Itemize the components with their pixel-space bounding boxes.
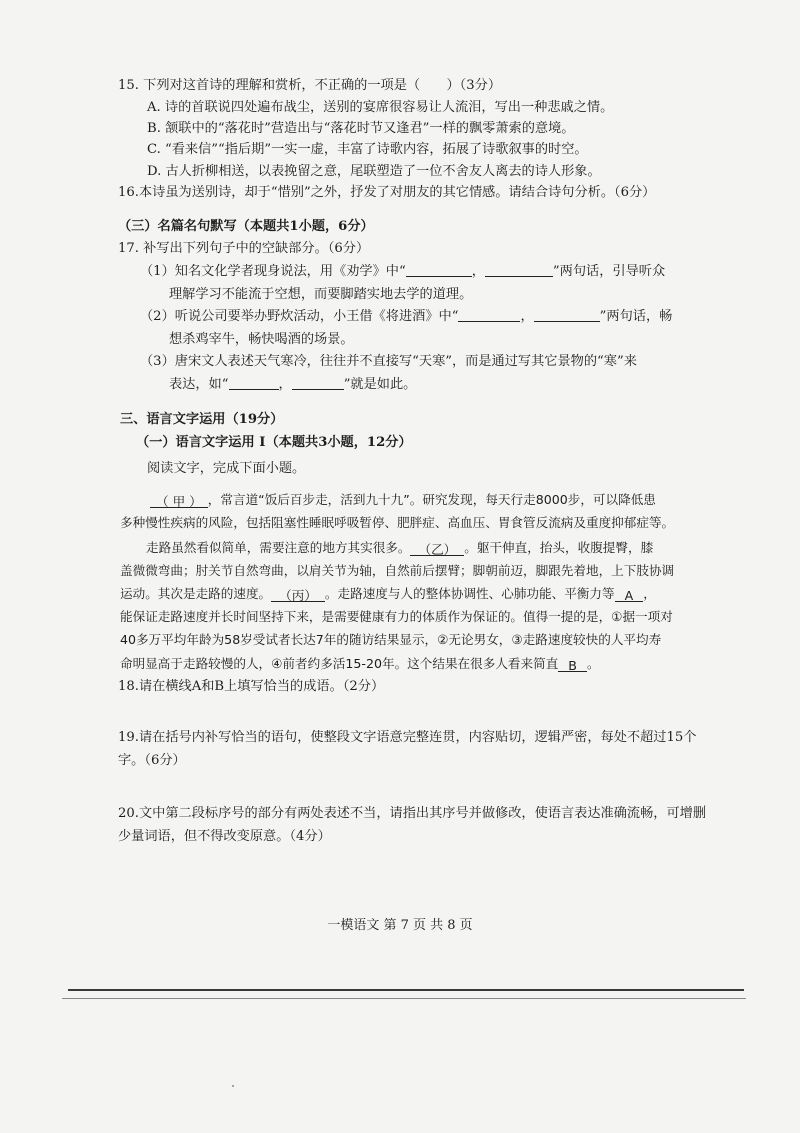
q17-item-2-text: （2）听说公司要举办野炊活动，小王借《将进酒》中“	[140, 309, 459, 324]
q17-item-2-line-1	[140, 307, 672, 327]
q19-stem-line-1: 19.请在括号内补写恰当的语句，使整段文字语意完整连贯，内容贴切，逻辑严密，每处不超过15个	[118, 730, 697, 745]
blank-yi[interactable]: （乙）	[410, 540, 464, 556]
q16-stem: 16.本诗虽为送别诗，却于“惜别”之外，抒发了对朋友的其它情感。请结合诗句分析。（6分）	[118, 185, 656, 200]
q20-stem-line-2: 少量词语，但不得改变原意。（4分）	[118, 829, 331, 844]
passage-text: 运动。其次是走路的速度。	[120, 586, 272, 601]
q17-item-3-line-1: （3）唐宋文人表述天气寒冷，往往并不直接写“天寒”，而是通过写其它景物的“寒”来	[140, 354, 637, 369]
passage-para-2-line-1	[146, 538, 653, 558]
passage-text: 走路虽然看似简单，需要注意的地方其实很多。	[146, 540, 411, 555]
q15-option-d: D. 古人折柳相送，以表挽留之意，尾联塑造了一位不舍友人离去的诗人形象。	[147, 164, 601, 179]
q17-item-1-line-1	[140, 262, 665, 282]
passage-para-2-line-6	[120, 654, 600, 674]
q17-item-1-line-2: 理解学习不能流于空想，而要脚踏实地去学的道理。	[169, 287, 473, 302]
passage-para-1-line-1	[150, 490, 656, 510]
passage-text: ，常言道“饭后百步走，活到九十九”。研究发现，每天行走8000步，可以降低患	[207, 492, 656, 507]
q17-comma: ，	[520, 309, 534, 324]
passage-para-2-line-5: 40多万平均年龄为58岁受试者长达7年的随访结果显示，②无论男女，③走路速度较快的人平均寿	[120, 632, 662, 647]
page-footer: 一模语文 第 7 页 共 8 页	[327, 918, 473, 933]
q17-item-3-tail: ”就是如此。	[343, 377, 417, 392]
q17-blank[interactable]	[485, 262, 553, 277]
q20-stem-line-1: 20.文中第二段标序号的部分有两处表述不当，请指出其序号并做修改，使语言表达准确流畅，可增删	[118, 806, 707, 821]
bottom-rule	[68, 989, 744, 991]
passage-para-2-line-4: 能保证走路速度并长时间坚持下来，是需要健康有力的体质作为保证的。值得一提的是，①据一项对	[120, 609, 673, 624]
passage-para-2-line-2: 盖微微弯曲；肘关节自然弯曲，以肩关节为轴，自然前后摆臂；脚朝前迈，脚跟先着地，上下肢协调	[120, 563, 675, 578]
q18-stem: 18.请在横线A和B上填写恰当的成语。（2分）	[118, 679, 385, 694]
passage-text: 。	[586, 656, 600, 671]
passage-para-1-line-2: 多种慢性疾病的风险，包括阻塞性睡眠呼吸暂停、肥胖症、高血压、胃食管反流病及重度抑郁症等。	[120, 515, 675, 530]
q17-blank[interactable]	[229, 375, 279, 390]
blank-b[interactable]: B	[558, 656, 587, 672]
part-3-heading: 三、语言文字运用（19分）	[120, 412, 284, 427]
q17-comma: ，	[278, 377, 292, 392]
q17-item-1-tail: ”两句话，引导听众	[552, 264, 666, 279]
q17-blank[interactable]	[406, 262, 472, 277]
q17-item-1-text: （1）知名文化学者现身说法，用《劝学》中“	[140, 264, 406, 279]
passage-text: ，	[643, 586, 656, 601]
q17-stem: 17. 补写出下列句子中的空缺部分。（6分）	[118, 241, 370, 256]
q17-blank[interactable]	[534, 307, 600, 322]
q15-option-b: B. 颔联中的“落花时”营造出与“落花时节又逢君”一样的飘零萧索的意境。	[147, 121, 575, 136]
q15-option-a: A. 诗的首联说四处遍布战尘，送别的宴席很容易让人流泪，写出一种悲戚之情。	[147, 100, 614, 115]
passage-text: 。走路速度与人的整体协调性、心肺功能、平衡力等	[324, 586, 615, 601]
blank-bing[interactable]: （丙）	[271, 586, 325, 602]
blank-jia[interactable]: （ 甲 ）	[150, 492, 208, 508]
subsection-1-heading: （一）语言文字运用 I（本题共3小题，12分）	[136, 435, 412, 450]
q15-stem: 15. 下列对这首诗的理解和赏析，不正确的一项是（ ）（3分）	[118, 78, 502, 93]
passage-para-2-line-3	[120, 584, 656, 604]
q17-item-3-text: 表达，如“	[169, 377, 229, 392]
passage-text: 命明显高于走路较慢的人，④前者约多活15-20年。这个结果在很多人看来简直	[120, 656, 559, 671]
reading-instruction: 阅读文字，完成下面小题。	[147, 461, 306, 476]
bottom-rule-thin	[62, 998, 746, 999]
section-3-heading: （三）名篇名句默写（本题共1小题，6分）	[118, 219, 374, 234]
q15-option-c: C. “看来信”“指后期”一实一虚，丰富了诗歌内容，拓展了诗歌叙事的时空。	[147, 142, 588, 157]
q17-blank[interactable]	[292, 375, 344, 390]
q17-blank[interactable]	[458, 307, 520, 322]
q19-stem-line-2: 字。（6分）	[118, 753, 186, 768]
passage-text: 。躯干伸直，抬头，收腹提臀，膝	[464, 540, 654, 555]
scan-speck	[232, 1085, 234, 1087]
q17-item-2-tail: ”两句话，畅	[599, 309, 673, 324]
q17-comma: ，	[471, 264, 485, 279]
q17-item-2-line-2: 想杀鸡宰牛，畅快喝酒的场景。	[169, 332, 354, 347]
q17-item-3-line-2	[169, 375, 416, 395]
blank-a[interactable]: A	[615, 586, 644, 602]
